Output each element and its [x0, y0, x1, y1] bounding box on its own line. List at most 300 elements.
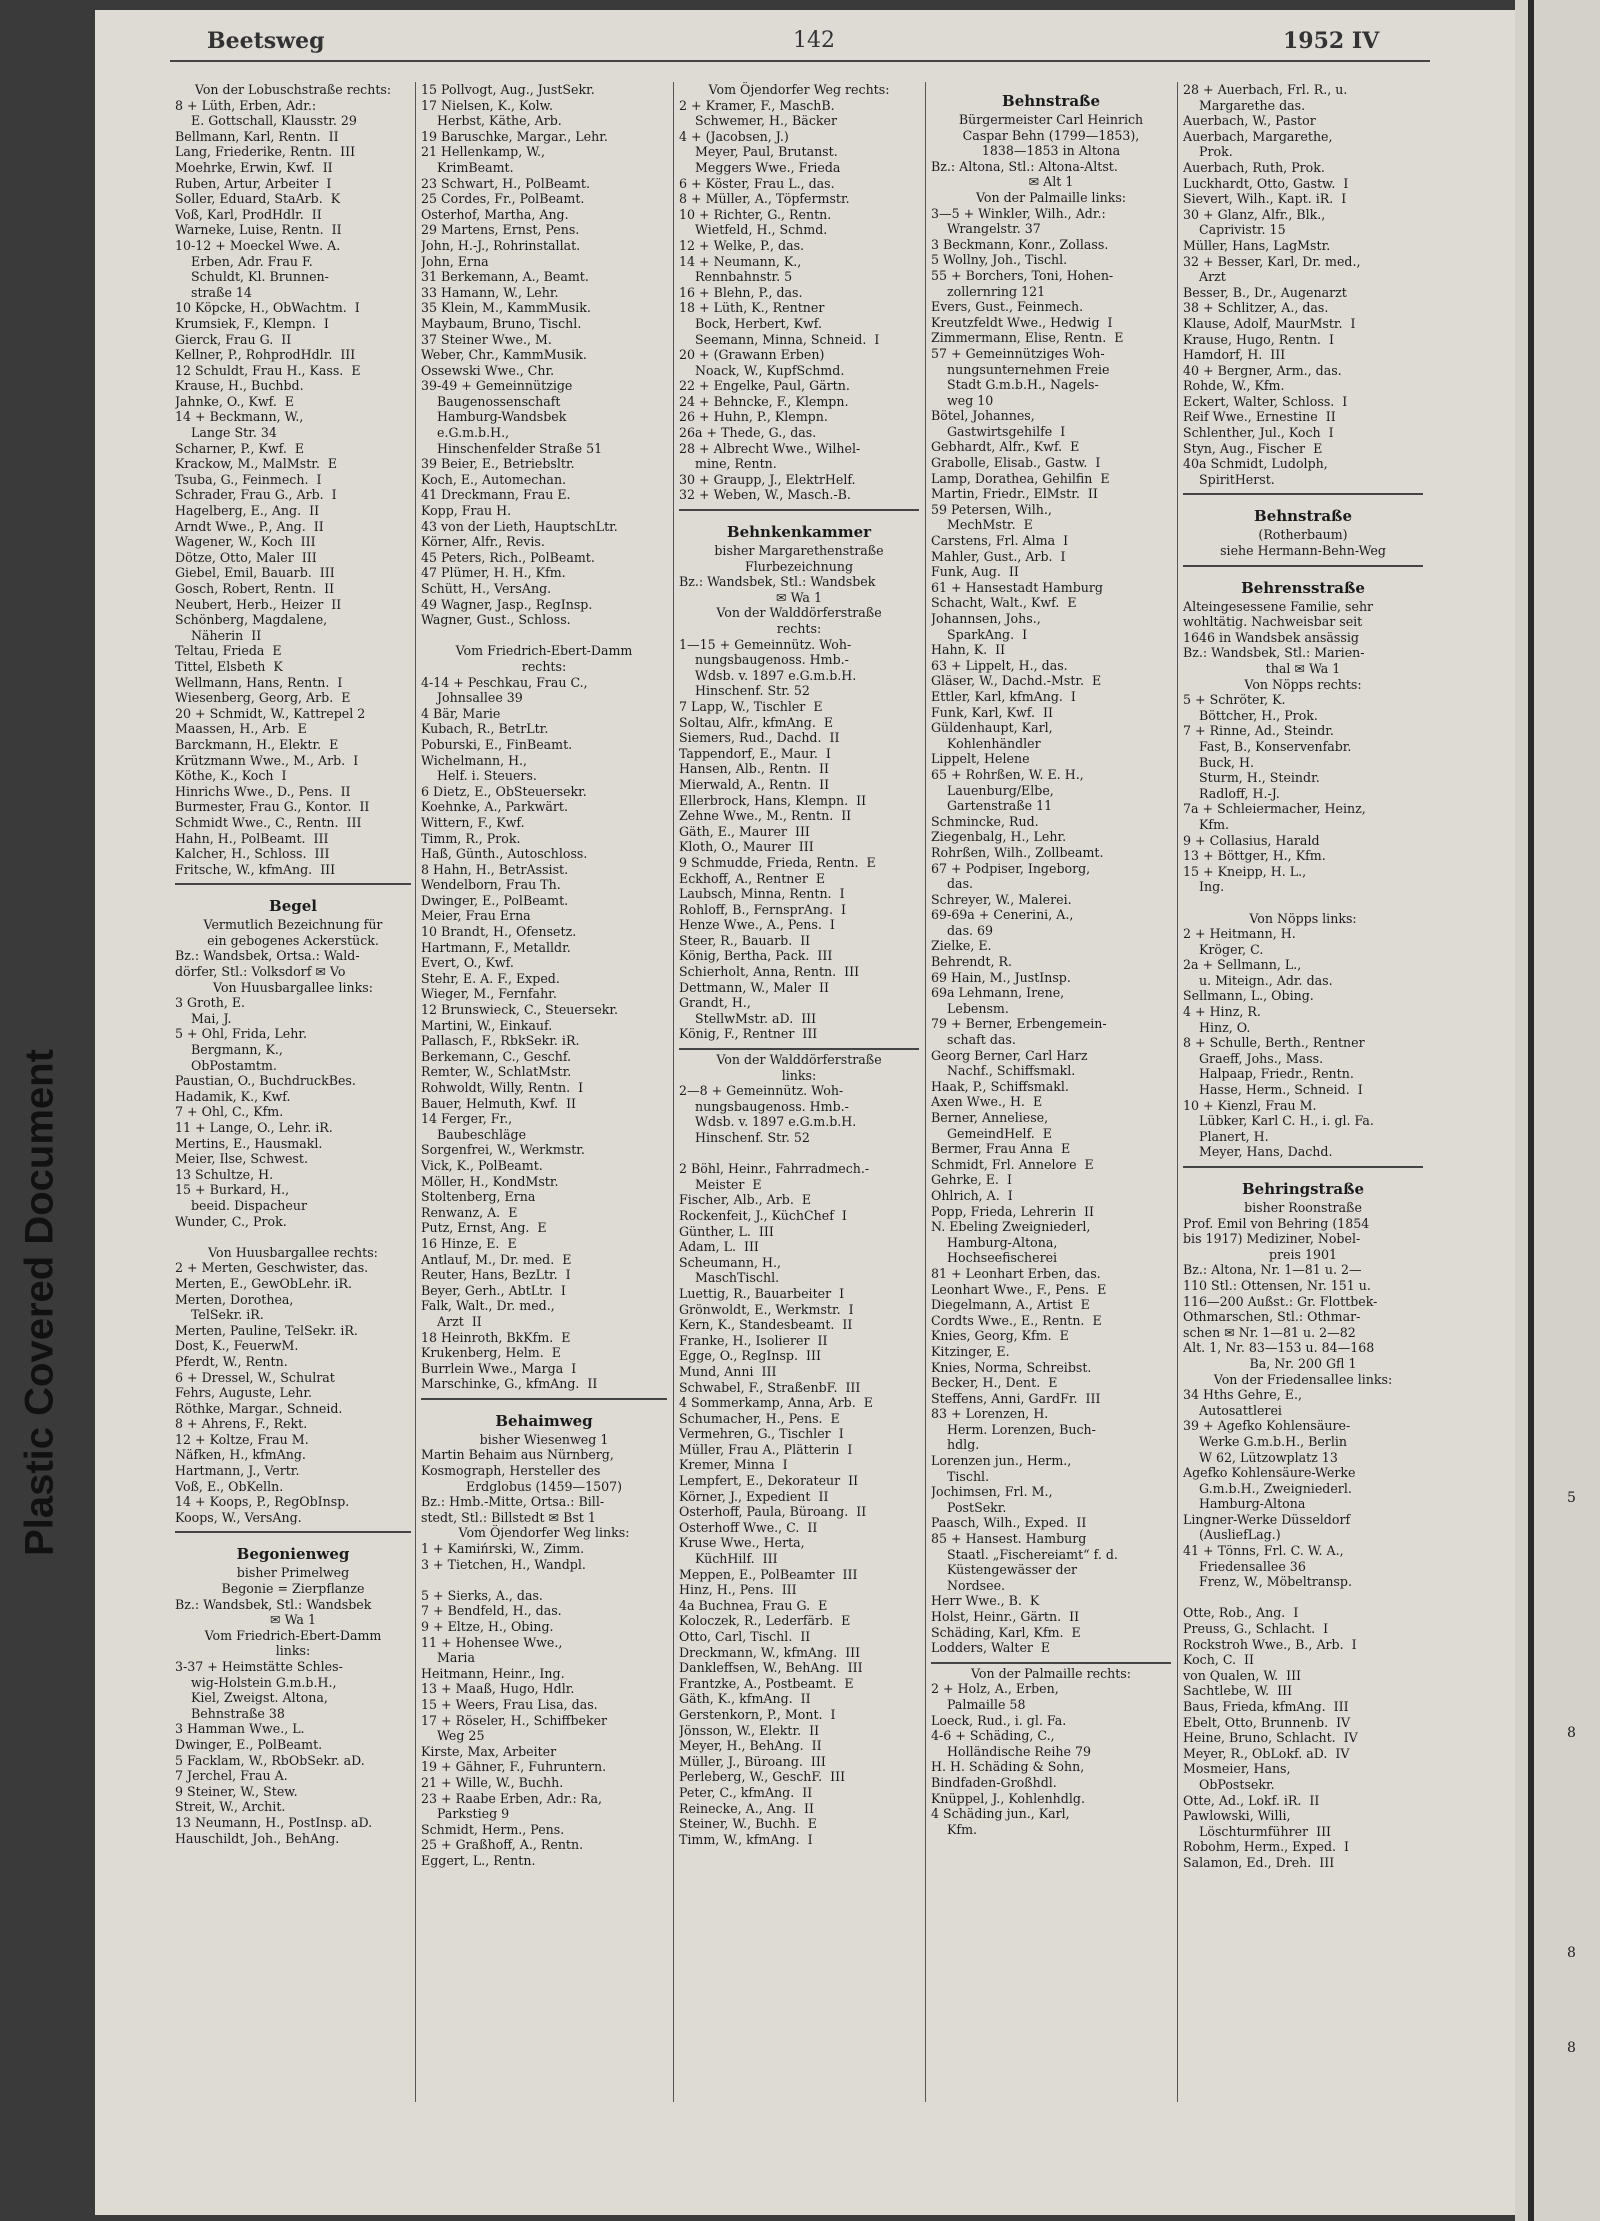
directory-entry [421, 628, 667, 644]
directory-entry: 69-69a + Cenerini, A., [931, 907, 1074, 923]
directory-entry: 11 + Hohensee Wwe., [421, 1634, 563, 1650]
directory-entry: Gebhardt, Alfr., Kwf. E [931, 439, 1080, 455]
directory-entry: Kremer, Minna I [679, 1457, 788, 1473]
directory-entry: 34 Hths Gehre, E., [1183, 1387, 1302, 1403]
directory-entry: Hasse, Herm., Schneid. I [1199, 1082, 1363, 1098]
directory-entry: Franke, H., Isolierer II [679, 1332, 828, 1348]
directory-entry: Wdsb. v. 1897 e.G.m.b.H. [695, 1114, 857, 1130]
section-rule [175, 883, 411, 885]
directory-entry: Zimmermann, Elise, Rentn. E [931, 330, 1124, 346]
directory-entry: Kruse Wwe., Herta, [679, 1535, 805, 1551]
directory-entry: Pferdt, W., Rentn. [175, 1353, 288, 1369]
directory-entry: Halpaap, Friedr., Rentn. [1199, 1066, 1354, 1082]
directory-entry: siehe Hermann-Behn-Weg [1220, 543, 1386, 559]
directory-entry: Hinschenfelder Straße 51 [437, 440, 603, 456]
directory-entry: Dankleffsen, W., BehAng. III [679, 1660, 863, 1676]
directory-entry: 7 Jerchel, Frau A. [175, 1768, 288, 1784]
directory-entry: 39 + Agefko Kohlensäure- [1183, 1418, 1351, 1434]
directory-entry: Kreutzfeldt Wwe., Hedwig I [931, 314, 1113, 330]
directory-entry: 8 + Müller, A., Töpfermstr. [679, 191, 850, 207]
directory-entry: Stoltenberg, Erna [421, 1189, 536, 1205]
directory-entry: Schwemer, H., Bäcker [695, 113, 837, 129]
directory-entry: 2 + Kramer, F., MaschB. [679, 97, 835, 113]
directory-entry: Berner, Anneliese, [931, 1110, 1049, 1125]
directory-entry: Streit, W., Archit. [175, 1799, 286, 1815]
directory-entry: Evert, O., Kwf. [421, 955, 514, 971]
directory-entry: Paustian, O., BuchdruckBes. [175, 1073, 356, 1089]
directory-entry: Steffens, Anni, GardFr. III [931, 1390, 1101, 1406]
directory-entry: Autosattlerei [1199, 1402, 1282, 1418]
directory-entry: Berkemann, C., Geschf. [421, 1048, 572, 1064]
directory-entry: Baubeschläge [437, 1126, 527, 1142]
directory-entry: 1—15 + Gemeinnütz. Woh- [679, 636, 852, 652]
directory-entry: 2 + Holz, A., Erben, [931, 1681, 1059, 1697]
directory-entry: Johannsen, Johs., [931, 611, 1041, 626]
directory-entry: ObPostamtm. [191, 1057, 277, 1073]
directory-entry: Rockenfeit, J., KüchChef I [679, 1207, 847, 1223]
directory-entry: Rohde, W., Kfm. [1183, 378, 1285, 394]
directory-entry: Wendelborn, Frau Th. [421, 877, 561, 893]
directory-entry: 1646 in Wandsbek ansässig [1183, 629, 1359, 645]
directory-entry: 3 Beckmann, Konr., Zollass. [931, 236, 1109, 252]
directory-entry: 41 + Tönns, Frl. C. W. A., [1183, 1543, 1344, 1559]
directory-entry: TelSekr. iR. [191, 1307, 264, 1323]
directory-entry: Preuss, G., Schlacht. I [1183, 1621, 1329, 1637]
directory-entry: Jahnke, O., Kwf. E [175, 393, 295, 409]
section-rule [1183, 565, 1423, 567]
directory-entry: Caspar Behn (1799—1853), [962, 127, 1140, 143]
directory-entry: Funk, Karl, Kwf. II [931, 704, 1053, 720]
margin-mark: 5 [1567, 1490, 1576, 1506]
directory-entry: 16 Hinze, E. E [421, 1235, 517, 1251]
directory-entry: Loeck, Rud., i. gl. Fa. [931, 1712, 1067, 1728]
directory-entry: Ohlrich, A. I [931, 1187, 1013, 1203]
directory-entry: Osterhof, Martha, Ang. [421, 206, 569, 222]
directory-entry: Wrangelstr. 37 [947, 221, 1041, 237]
directory-entry: 14 Ferger, Fr., [421, 1111, 513, 1127]
directory-entry: Lübker, Karl C. H., i. gl. Fa. [1199, 1113, 1374, 1129]
directory-entry: 9 Schmudde, Frieda, Rentn. E [679, 854, 876, 870]
directory-entry: 40 + Bergner, Arm., das. [1183, 362, 1342, 378]
directory-entry: Bz.: Wandsbek, Stl.: Wandsbek [175, 1596, 372, 1612]
directory-entry: Burmester, Frau G., Kontor. II [175, 799, 370, 815]
directory-entry: 23 Schwart, H., PolBeamt. [421, 175, 590, 191]
directory-entry: dörfer, Stl.: Volksdorf ✉ Vo [175, 964, 346, 980]
directory-entry: 79 + Berner, Erbengemein- [931, 1016, 1107, 1032]
binding-shadow [1528, 0, 1534, 2221]
directory-entry: Fast, B., Konservenfabr. [1199, 738, 1352, 754]
directory-entry: Meyer, H., BehAng. II [679, 1738, 822, 1754]
directory-entry: 16 + Blehn, P., das. [679, 284, 803, 300]
directory-entry: Eckert, Walter, Schloss. I [1183, 393, 1348, 409]
directory-entry: Weber, Chr., KammMusik. [421, 347, 587, 363]
directory-entry: SpiritHerst. [1199, 471, 1275, 487]
directory-entry: Arzt [1199, 269, 1226, 285]
directory-entry: 30 + Glanz, Alfr., Blk., [1183, 206, 1326, 222]
directory-entry: Krützmann Wwe., M., Arb. I [175, 752, 359, 768]
directory-entry: Meppen, E., PolBeamter III [679, 1566, 858, 1582]
directory-entry: Putz, Ernst, Ang. E [421, 1220, 547, 1236]
directory-entry: Kopp, Frau H. [421, 503, 512, 519]
directory-entry: Luettig, R., Bauarbeiter I [679, 1285, 845, 1301]
directory-entry: Hadamik, K., Kwf. [175, 1088, 291, 1104]
directory-entry: Hochseefischerei [947, 1250, 1058, 1266]
directory-entry: Grandt, H., [679, 995, 751, 1011]
directory-entry: wohltätig. Nachweisbar seit [1183, 614, 1363, 630]
directory-entry: Arndt Wwe., P., Ang. II [175, 518, 324, 534]
directory-entry: Meyer, R., ObLokf. aD. IV [1183, 1745, 1350, 1761]
directory-entry: Othmarschen, Stl.: Othmar- [1183, 1309, 1361, 1325]
directory-entry: Meggers Wwe., Frieda [695, 159, 841, 175]
directory-entry: 110 Stl.: Ottensen, Nr. 151 u. [1183, 1277, 1371, 1293]
directory-entry: ✉ Alt 1 [1028, 174, 1074, 190]
directory-entry: Barckmann, H., Elektr. E [175, 736, 339, 752]
directory-entry: 10 Brandt, H., Ofensetz. [421, 924, 577, 940]
directory-entry: Schönberg, Magdalene, [175, 612, 328, 628]
directory-entry: G.m.b.H., Zweigniederl. [1199, 1480, 1352, 1496]
directory-entry: Müller, J., Büroang. III [679, 1753, 826, 1769]
directory-entry: KrimBeamt. [437, 159, 514, 175]
directory-entry: Antlauf, M., Dr. med. E [421, 1251, 572, 1267]
directory-entry: Bürgermeister Carl Heinrich [958, 112, 1144, 127]
directory-entry: Gastwirtsgehilfe I [947, 423, 1066, 439]
directory-entry: StellwMstr. aD. III [695, 1010, 817, 1026]
directory-entry: 15 Pollvogt, Aug., JustSekr. [421, 82, 595, 97]
directory-entry: Schumacher, H., Pens. E [679, 1410, 840, 1426]
directory-entry: 6 + Köster, Frau L., das. [679, 175, 835, 191]
directory-entry: Funk, Aug. II [931, 564, 1019, 580]
header-rule [170, 60, 1430, 62]
directory-entry: MaschTischl. [695, 1270, 780, 1286]
directory-entry: 12 + Koltze, Frau M. [175, 1431, 309, 1447]
directory-entry: 5 Facklam, W., RbObSekr. aD. [175, 1752, 365, 1768]
directory-entry: 3 + Tietchen, H., Wandpl. [421, 1556, 586, 1572]
directory-entry: Merten, E., GewObLehr. iR. [175, 1275, 352, 1291]
directory-entry: Wichelmann, H., [421, 752, 528, 768]
directory-entry: Bellmann, Karl, Rentn. II [175, 128, 339, 144]
directory-entry: Pallasch, F., RbkSekr. iR. [421, 1033, 580, 1049]
directory-entry: Falk, Walt., Dr. med., [421, 1298, 555, 1314]
directory-entry: Heine, Bruno, Schlacht. IV [1183, 1730, 1358, 1746]
directory-entry: 14 + Koops, P., RegObInsp. [175, 1494, 350, 1510]
directory-entry: 32 + Besser, Karl, Dr. med., [1183, 253, 1361, 269]
side-label: Plastic Covered Document [17, 1049, 62, 1556]
directory-entry: Noack, W., KupfSchmd. [695, 362, 845, 378]
directory-entry: Bz.: Altona, Nr. 1—81 u. 2— [1183, 1262, 1362, 1278]
directory-entry: Ettler, Karl, kfmAng. I [931, 688, 1076, 704]
directory-entry: Hinz, H., Pens. III [679, 1582, 797, 1598]
directory-entry: 13 + Maaß, Hugo, Hdlr. [421, 1681, 575, 1697]
directory-entry: Krukenberg, Helm. E [421, 1345, 561, 1361]
directory-entry: Lippelt, Helene [931, 751, 1030, 767]
directory-entry: Alteingesessene Familie, sehr [1183, 598, 1374, 614]
directory-entry: N. Ebeling Zweigniederl, [931, 1219, 1091, 1235]
directory-entry: Baus, Frieda, kfmAng. III [1183, 1699, 1349, 1714]
directory-entry: Gartenstraße 11 [947, 798, 1053, 814]
directory-entry: Evers, Gust., Feinmech. [931, 299, 1084, 315]
directory-entry: Soltau, Alfr., kfmAng. E [679, 714, 834, 730]
directory-entry: Seemann, Minna, Schneid. I [695, 331, 880, 347]
directory-entry: Prof. Emil von Behring (1854 [1183, 1215, 1370, 1231]
directory-entry: Bötel, Johannes, [931, 408, 1035, 424]
directory-entry: Vom Friedrich-Ebert-Damm [455, 643, 633, 659]
directory-entry: Otte, Ad., Lokf. iR. II [1183, 1792, 1320, 1808]
directory-entry: Frenz, W., Möbeltransp. [1199, 1574, 1352, 1590]
directory-entry: Heitmann, Heinr., Ing. [421, 1665, 565, 1681]
directory-entry: Cordts Wwe., E., Rentn. E [931, 1312, 1102, 1328]
directory-entry: Von der Walddörferstraße [716, 1052, 882, 1068]
directory-entry: E. Gottschall, Klausstr. 29 [191, 113, 357, 129]
directory-entry: 2 Böhl, Heinr., Fahrradmech.- [679, 1161, 870, 1177]
directory-entry: Zehne Wwe., M., Rentn. II [679, 808, 852, 824]
directory-entry: Röthke, Margar., Schneid. [175, 1400, 343, 1416]
directory-entry: Siemers, Rud., Dachd. II [679, 730, 840, 746]
directory-entry: 65 + Rohrßen, W. E. H., [931, 766, 1084, 782]
directory-entry: 47 Plümer, H. H., Kfm. [421, 565, 566, 581]
directory-entry: Rohrßen, Wilh., Zollbeamt. [931, 844, 1104, 860]
directory-entry: Eckhoff, A., Rentner E [679, 870, 826, 886]
directory-entry: Sorgenfrei, W., Werkmstr. [421, 1142, 585, 1158]
directory-entry: Steer, R., Bauarb. II [679, 932, 811, 948]
directory-entry: nungsbaugenoss. Hmb.- [695, 652, 849, 668]
directory-entry: Kfm. [1199, 816, 1230, 832]
directory-entry: Meier, Ilse, Schwest. [175, 1151, 308, 1167]
directory-entry: 6 Dietz, E., ObSteuersekr. [421, 783, 587, 799]
directory-entry: 67 + Podpiser, Ingeborg, [931, 860, 1091, 876]
section-rule [175, 1531, 411, 1533]
directory-entry: Merten, Pauline, TelSekr. iR. [175, 1322, 358, 1338]
directory-entry: Krackow, M., MalMstr. E [175, 456, 338, 472]
directory-entry: Ziegenbalg, H., Lehr. [931, 829, 1067, 845]
directory-entry: Hartmann, F., Metalldr. [421, 939, 571, 955]
directory-entry: 9 + Eltze, H., Obing. [421, 1619, 554, 1634]
directory-entry: Voß, Karl, ProdHdlr. II [175, 206, 322, 222]
running-head-street: Beetsweg [207, 28, 325, 54]
directory-entry: Otte, Rob., Ang. I [1183, 1605, 1299, 1621]
directory-entry: Wietfeld, H., Schmd. [695, 222, 828, 238]
directory-entry: 22 + Engelke, Paul, Gärtn. [679, 378, 850, 394]
directory-entry: 11 + Lange, O., Lehr. iR. [175, 1120, 333, 1135]
directory-entry: Sellmann, L., Obing. [1183, 988, 1314, 1004]
directory-entry: 28 + Auerbach, Frl. R., u. [1183, 82, 1348, 97]
directory-entry: Dreckmann, W., kfmAng. III [679, 1644, 861, 1660]
directory-entry: Kloth, O., Maurer III [679, 839, 814, 855]
directory-entry: Rockstroh Wwe., B., Arb. I [1183, 1636, 1357, 1652]
directory-entry: 7 + Rinne, Ad., Steindr. [1183, 723, 1334, 739]
directory-entry: bis 1917) Mediziner, Nobel- [1183, 1231, 1361, 1247]
directory-entry: Dwinger, E., PolBeamt. [421, 892, 569, 908]
column-divider [415, 82, 416, 2102]
directory-entry: beeid. Dispacheur [191, 1197, 307, 1213]
directory-entry: Auerbach, Ruth, Prok. [1183, 159, 1325, 175]
directory-entry: 3 Groth, E. [175, 995, 246, 1011]
directory-entry: Schuldt, Kl. Brunnen- [191, 269, 329, 285]
directory-entry: Behrendt, R. [931, 954, 1013, 970]
directory-entry: Dost, K., FeuerwM. [175, 1338, 299, 1354]
directory-entry: Prok. [1199, 144, 1233, 160]
directory-entry: Lodders, Walter E [931, 1640, 1051, 1656]
directory-entry: 83 + Lorenzen, H. [931, 1406, 1049, 1422]
directory-entry: Giebel, Emil, Bauarb. III [175, 565, 335, 581]
directory-entry: Lang, Friederike, Rentn. III [175, 144, 356, 160]
directory-entry: preis 1901 [1268, 1246, 1338, 1262]
directory-entry: Remter, W., SchlatMstr. [421, 1064, 572, 1080]
directory-entry: Bz.: Hmb.-Mitte, Ortsa.: Bill- [421, 1494, 605, 1510]
directory-entry: Reuter, Hans, BezLtr. I [421, 1267, 571, 1283]
directory-entry: Johnsallee 39 [437, 690, 523, 706]
directory-entry: Vom Friedrich-Ebert-Damm [204, 1627, 382, 1643]
section-rule [679, 1048, 919, 1050]
directory-entry: 37 Steiner Wwe., M. [421, 331, 552, 347]
directory-entry: Lamp, Dorathea, Gehilfin E [931, 470, 1110, 486]
directory-entry: Näherin II [191, 627, 262, 643]
directory-entry: Buck, H. [1199, 754, 1255, 770]
directory-entry: 14 + Beckmann, W., [175, 409, 304, 425]
directory-entry: das. 69 [947, 922, 994, 938]
directory-entry: Bindfaden-Großhdl. [931, 1774, 1057, 1790]
directory-entry: Von der Lobuschstraße rechts: [194, 82, 392, 97]
directory-entry: König, Bertha, Pack. III [679, 948, 833, 964]
directory-entry: Bermer, Frau Anna E [931, 1141, 1071, 1157]
directory-entry: Von Nöpps links: [1249, 910, 1357, 926]
directory-entry: schaft das. [947, 1032, 1016, 1048]
directory-entry: H. H. Schäding & Sohn, [931, 1759, 1085, 1775]
directory-entry: 4 Bär, Marie [421, 705, 501, 721]
directory-entry: straße 14 [191, 284, 252, 300]
directory-entry: Osterhoff, Paula, Büroang. II [679, 1504, 867, 1520]
directory-entry: Staatl. „Fischereiamt“ f. d. [947, 1546, 1118, 1562]
directory-entry: Von der Walddörferstraße [716, 605, 882, 621]
directory-entry: Salamon, Ed., Dreh. III [1183, 1854, 1335, 1870]
directory-entry: Jönsson, W., Elektr. II [679, 1722, 820, 1738]
directory-entry [1183, 895, 1423, 911]
margin-mark: 8 [1567, 1725, 1576, 1741]
directory-entry [175, 1229, 411, 1245]
directory-entry: Laubsch, Minna, Rentn. I [679, 886, 845, 902]
directory-entry: Pawlowski, Willi, [1183, 1808, 1291, 1824]
directory-entry: bisher Primelweg [236, 1565, 350, 1581]
directory-entry: ein gebogenes Ackerstück. [207, 932, 379, 948]
directory-entry: Erdglobus (1459—1507) [465, 1478, 623, 1494]
directory-entry: 26 + Huhn, P., Klempn. [679, 409, 828, 425]
directory-entry: 29 Martens, Ernst, Pens. [421, 222, 580, 238]
directory-entry: Schwabel, F., StraßenbF. III [679, 1379, 861, 1395]
directory-entry: 15 + Burkard, H., [175, 1182, 290, 1198]
directory-entry: Von der Palmaille links: [975, 189, 1127, 205]
street-heading: Behaimweg [495, 1411, 593, 1430]
directory-entry: Wagner, Gust., Schloss. [421, 612, 571, 628]
directory-entry: mine, Rentn. [695, 456, 777, 472]
page-number: 142 [793, 28, 835, 53]
directory-entry: Wdsb. v. 1897 e.G.m.b.H. [695, 667, 857, 683]
directory-entry: 10 Köpcke, H., ObWachtm. I [175, 300, 360, 316]
directory-column-2 [421, 82, 667, 1869]
directory-entry: Fischer, Alb., Arb. E [679, 1192, 812, 1208]
directory-entry: 5 Wollny, Joh., Tischl. [931, 252, 1068, 268]
directory-entry: 4-6 + Schäding, C., [931, 1728, 1055, 1744]
directory-entry: Von der Friedensallee links: [1213, 1371, 1393, 1387]
directory-entry: Voß, E., ObKelln. [175, 1478, 284, 1494]
directory-entry: Martini, W., Einkauf. [421, 1017, 553, 1033]
margin-mark: 8 [1567, 1945, 1576, 1961]
directory-entry: 7 + Ohl, C., Kfm. [175, 1104, 284, 1120]
directory-entry: Flurbezeichnung [744, 558, 854, 574]
directory-entry: Auerbach, Margarethe, [1183, 128, 1333, 144]
directory-entry: das. [947, 876, 974, 892]
directory-entry: Alt. 1, Nr. 83—153 u. 84—168 [1183, 1340, 1375, 1356]
directory-entry: 9 Steiner, W., Stew. [175, 1783, 298, 1799]
directory-entry: Planert, H. [1199, 1128, 1269, 1144]
directory-entry: rechts: [776, 621, 822, 636]
directory-entry: Koehnke, A., Parkwärt. [421, 799, 568, 815]
directory-entry: MechMstr. E [947, 517, 1033, 533]
directory-entry: Tsuba, G., Feinmech. I [175, 471, 322, 487]
directory-entry: Kohlenhändler [947, 735, 1041, 751]
directory-entry: Vermutlich Bezeichnung für [203, 917, 383, 933]
directory-entry: Zielke, E. [931, 938, 992, 954]
directory-entry: 13 Schultze, H. [175, 1166, 274, 1182]
directory-entry: Maybaum, Bruno, Tischl. [421, 315, 582, 331]
directory-entry: 4 Schäding jun., Karl, [931, 1806, 1070, 1822]
directory-entry: Hahn, H., PolBeamt. III [175, 830, 329, 846]
directory-entry: Meyer, Hans, Dachd. [1199, 1144, 1333, 1160]
directory-column-5 [1183, 82, 1423, 1871]
directory-entry: Hinrichs Wwe., D., Pens. II [175, 783, 351, 799]
directory-entry: Hinschenf. Str. 52 [695, 683, 810, 699]
directory-entry: Schlenther, Jul., Koch I [1183, 425, 1334, 441]
directory-entry: 10-12 + Moeckel Wwe. A. [175, 237, 341, 253]
directory-entry: Carstens, Frl. Alma I [931, 533, 1069, 549]
directory-entry: Klause, Adolf, MaurMstr. I [1183, 315, 1356, 331]
directory-entry: nungsbaugenoss. Hmb.- [695, 1098, 849, 1114]
directory-entry: Adam, L. III [679, 1239, 759, 1255]
directory-entry: Diegelmann, A., Artist E [931, 1297, 1090, 1313]
directory-entry: Von Huusbargallee links: [213, 979, 373, 995]
directory-entry: Martin, Friedr., ElMstr. II [931, 486, 1098, 502]
directory-entry: Holst, Heinr., Gärtn. II [931, 1609, 1080, 1624]
directory-entry: Egge, O., RegInsp. III [679, 1348, 821, 1364]
directory-entry: Kubach, R., BetrLtr. [421, 721, 549, 737]
directory-entry: Krumsiek, F., Klempn. I [175, 315, 329, 331]
directory-entry: SparkAng. I [947, 626, 1028, 642]
directory-entry: Peter, C., kfmAng. II [679, 1784, 813, 1800]
section-rule [1183, 493, 1423, 495]
directory-entry: Krause, H., Buchbd. [175, 378, 304, 394]
directory-entry: 20 + (Grawann Erben) [679, 347, 825, 363]
directory-entry: König, F., Rentner III [679, 1026, 818, 1042]
section-rule [421, 1398, 667, 1400]
directory-entry: Styn, Aug., Fischer E [1183, 440, 1323, 456]
directory-entry: Hinschenf. Str. 52 [695, 1130, 810, 1145]
section-rule [679, 509, 919, 511]
directory-entry: bisher Roonstraße [1244, 1200, 1362, 1215]
directory-entry: Behnstraße 38 [191, 1705, 285, 1721]
directory-entry: Bauer, Helmuth, Kwf. II [421, 1095, 577, 1111]
directory-entry: Rohwoldt, Willy, Rentn. I [421, 1080, 584, 1095]
directory-entry: Gäth, E., Maurer III [679, 823, 810, 839]
directory-entry: 1838—1853 in Altona [981, 143, 1121, 159]
directory-entry: Warneke, Luise, Rentn. II [175, 222, 342, 238]
directory-entry: Mahler, Gust., Arb. I [931, 548, 1066, 564]
directory-entry: Parkstieg 9 [437, 1806, 510, 1822]
directory-entry: 85 + Hansest. Hamburg [931, 1531, 1087, 1547]
directory-entry: 6 + Dressel, W., Schulrat [175, 1369, 335, 1385]
directory-entry: Mai, J. [191, 1010, 232, 1026]
directory-entry: Lebensm. [947, 1000, 1009, 1016]
street-heading: Behrensstraße [1241, 578, 1365, 597]
directory-entry: 2—8 + Gemeinnütz. Woh- [679, 1083, 844, 1099]
directory-entry: Kellner, P., RohprodHdlr. III [175, 347, 356, 363]
